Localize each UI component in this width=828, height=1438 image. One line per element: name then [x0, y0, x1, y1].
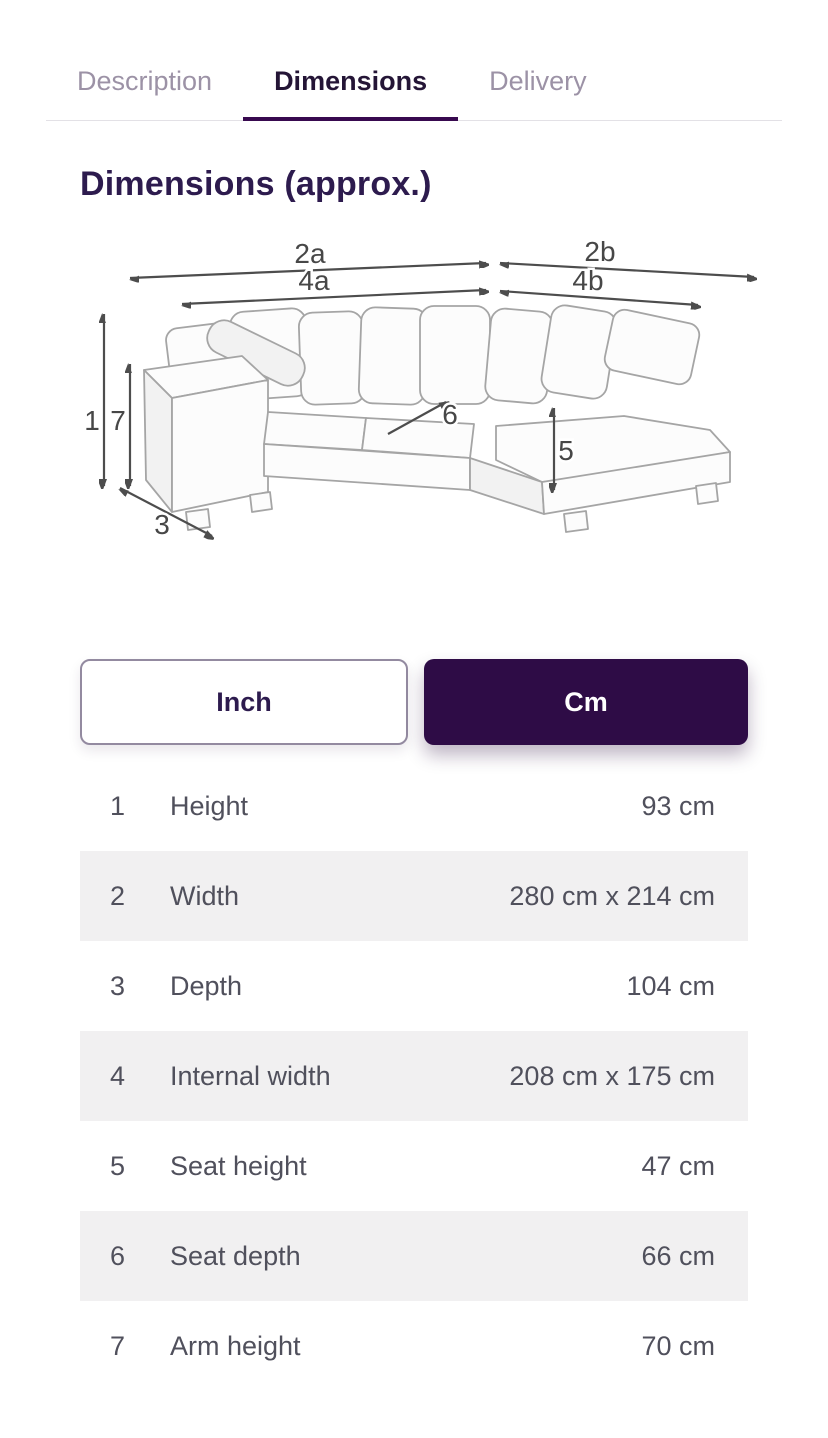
diagram-label-2a: 2a [294, 238, 326, 269]
row-number: 5 [110, 1150, 126, 1181]
tab-bar [46, 0, 782, 121]
unit-toggle [80, 659, 748, 745]
inch-button[interactable]: Inch [80, 659, 408, 745]
table-row [80, 1301, 748, 1391]
row-value: 208 cm x 175 cm [509, 1060, 715, 1091]
row-label: Depth [170, 970, 243, 1001]
table-row [80, 1211, 748, 1301]
diagram-label-6: 6 [442, 399, 458, 430]
table-row [80, 1121, 748, 1211]
row-number: 2 [110, 880, 126, 911]
row-label: Width [170, 880, 240, 911]
sofa-seats [264, 412, 730, 532]
row-label: Internal width [170, 1060, 331, 1091]
row-value: 70 cm [641, 1330, 715, 1361]
row-number: 1 [110, 790, 126, 821]
row-label: Arm height [170, 1330, 301, 1361]
diagram-label-3: 3 [154, 509, 170, 540]
row-label: Seat depth [170, 1240, 301, 1271]
diagram-label-7: 7 [110, 405, 126, 436]
sofa-left-arm [144, 356, 272, 530]
table-row [80, 761, 748, 851]
row-number: 6 [110, 1240, 126, 1271]
row-value: 47 cm [641, 1150, 715, 1181]
table-row [80, 941, 748, 1031]
row-value: 104 cm [626, 970, 715, 1001]
page-title: Dimensions (approx.) [80, 165, 432, 203]
row-number: 7 [110, 1330, 126, 1361]
diagram-label-2b: 2b [584, 236, 616, 267]
tab-delivery[interactable]: Delivery [489, 66, 587, 96]
diagram-label-1: 1 [84, 405, 100, 436]
dimensions-table [80, 761, 748, 1391]
diagram-label-5: 5 [558, 435, 574, 466]
row-label: Seat height [170, 1150, 307, 1181]
row-value: 280 cm x 214 cm [509, 880, 715, 911]
row-value: 93 cm [641, 790, 715, 821]
row-value: 66 cm [641, 1240, 715, 1271]
sofa-dimensions-diagram [64, 230, 764, 570]
row-label: Height [170, 790, 249, 821]
tab-description[interactable]: Description [77, 66, 213, 96]
tab-dimensions[interactable]: Dimensions [243, 58, 458, 121]
row-number: 3 [110, 970, 126, 1001]
row-number: 4 [110, 1060, 126, 1091]
table-row [80, 1031, 748, 1121]
dimensions-panel [0, 165, 828, 1391]
diagram-label-4b: 4b [572, 265, 604, 296]
diagram-label-4a: 4a [298, 265, 330, 296]
table-row [80, 851, 748, 941]
cm-button[interactable]: Cm [424, 659, 748, 745]
